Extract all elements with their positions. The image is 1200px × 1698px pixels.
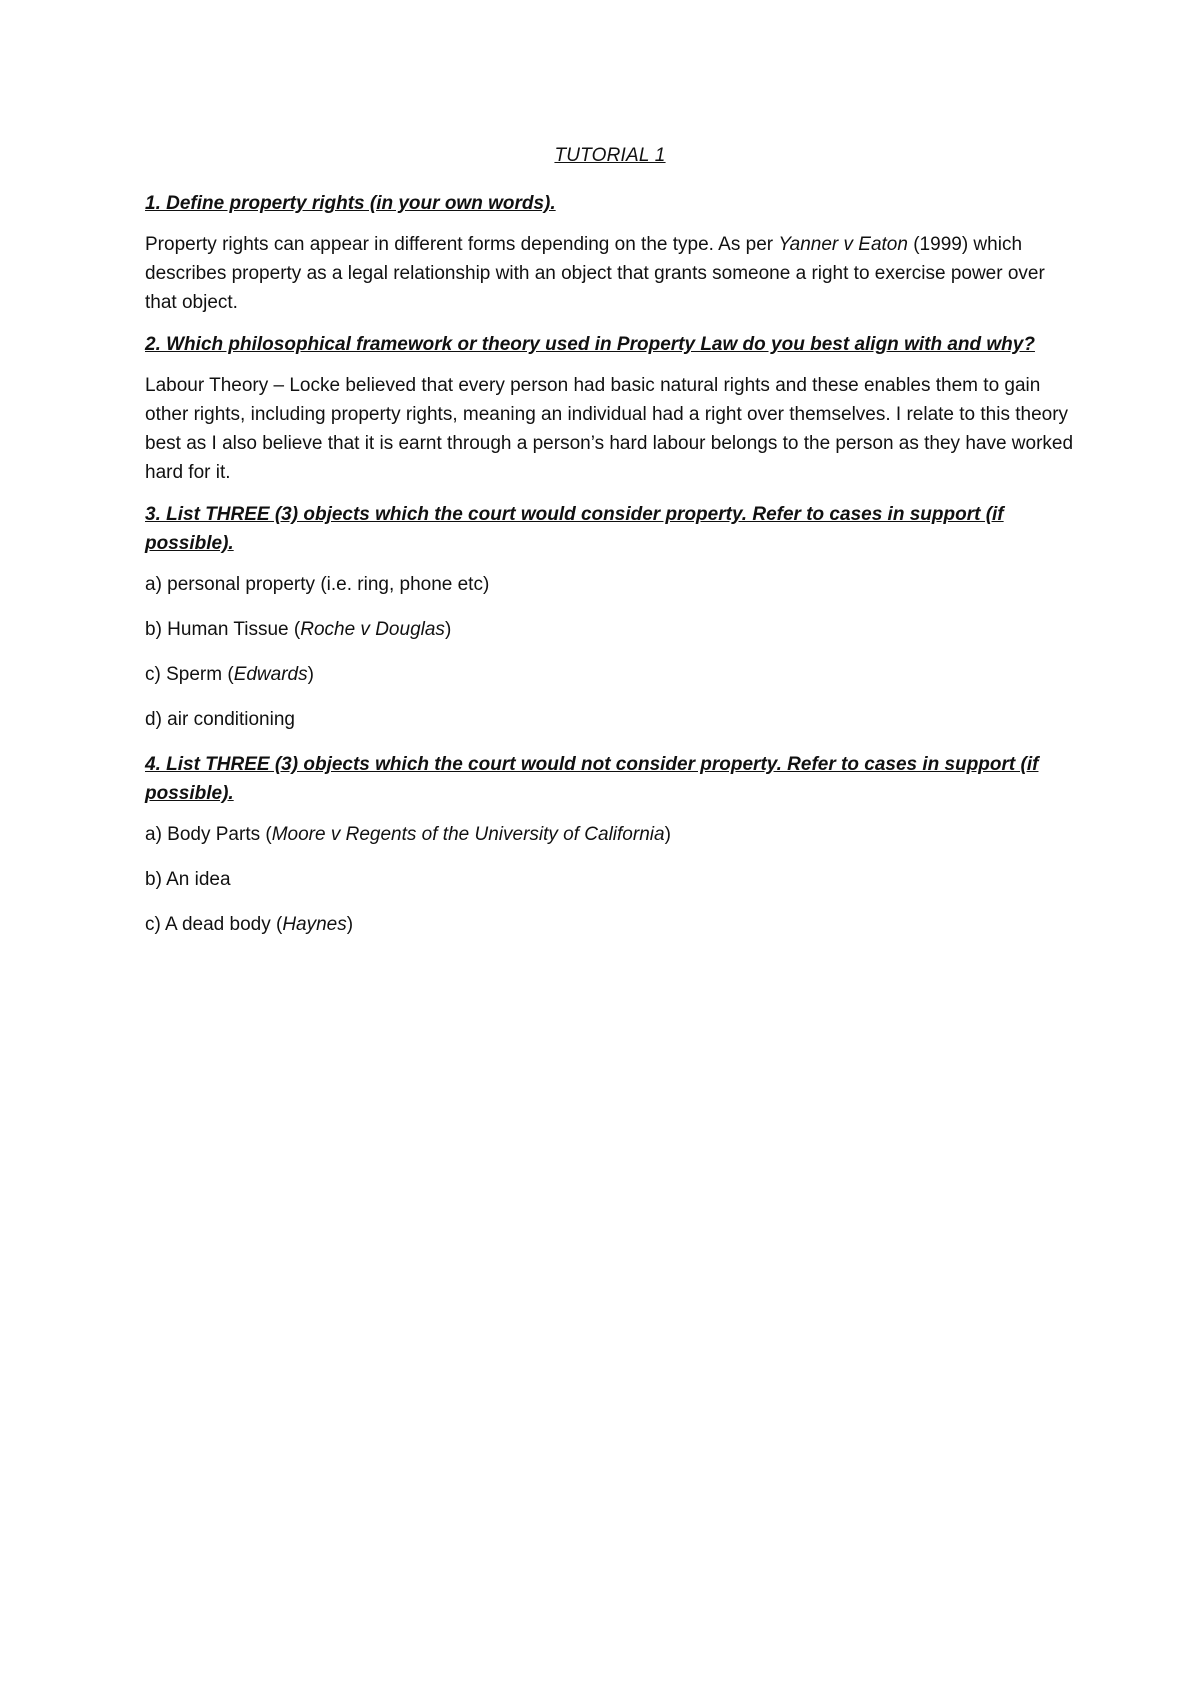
list-item-text-post: ) [444,619,452,640]
list-item-text-post: ) [346,914,354,935]
document-title: TUTORIAL 1 [554,145,666,166]
document-page [145,145,1075,955]
list-item-text: c) A dead body ( [145,914,283,935]
list-item-case: Edwards [233,664,308,685]
list-item [145,865,1075,894]
question-2: 2. Which philosophical framework or theory used in Property Law do you best align with and why? [145,334,1035,355]
answer-1-text-pre: Property rights can appear in different forms depending on the type. As per [145,234,779,255]
question-1: 1. Define property rights (in your own words). [145,193,556,214]
answer-2: Labour Theory – Locke believed that every person had basic natural rights and these enables them to gain other rights, including property rights, meaning an individual had a right over themselves. I relate to this theory best as I also believe that it is earnt through a person’s hard labour belongs to the person as they have worked hard for it. [145,375,1074,483]
list-item-text: c) Sperm ( [145,664,234,685]
list-item-text: d) air conditioning [145,709,295,730]
list-item [145,820,1075,849]
list-item-case: Roche v Douglas [300,619,445,640]
list-item-text: a) personal property (i.e. ring, phone etc) [145,574,490,595]
list-item-text-post: ) [307,664,314,685]
answer-1-case: Yanner v Eaton [778,234,908,255]
question-4: 4. List THREE (3) objects which the court would not consider property. Refer to cases in support (if possible). [145,754,1039,804]
list-item [145,570,1075,599]
list-item [145,910,1075,939]
question-3: 3. List THREE (3) objects which the court would consider property. Refer to cases in support (if possible). [145,504,1004,554]
list-item [145,615,1075,644]
answer-1-text-post: (1999) which describes property as a legal relationship with an object that grants someone a right to exercise power over that object. [145,234,1045,313]
list-item-text-post: ) [664,824,671,845]
list-item [145,660,1075,689]
list-item-text: b) Human Tissue ( [145,619,301,640]
answer-1 [145,230,1075,317]
list-item-text: b) An idea [145,869,231,890]
list-item-case: Moore v Regents of the University of California [271,824,665,845]
list-item-case: Haynes [282,914,347,935]
list-item [145,705,1075,734]
list-item-text: a) Body Parts ( [145,824,272,845]
